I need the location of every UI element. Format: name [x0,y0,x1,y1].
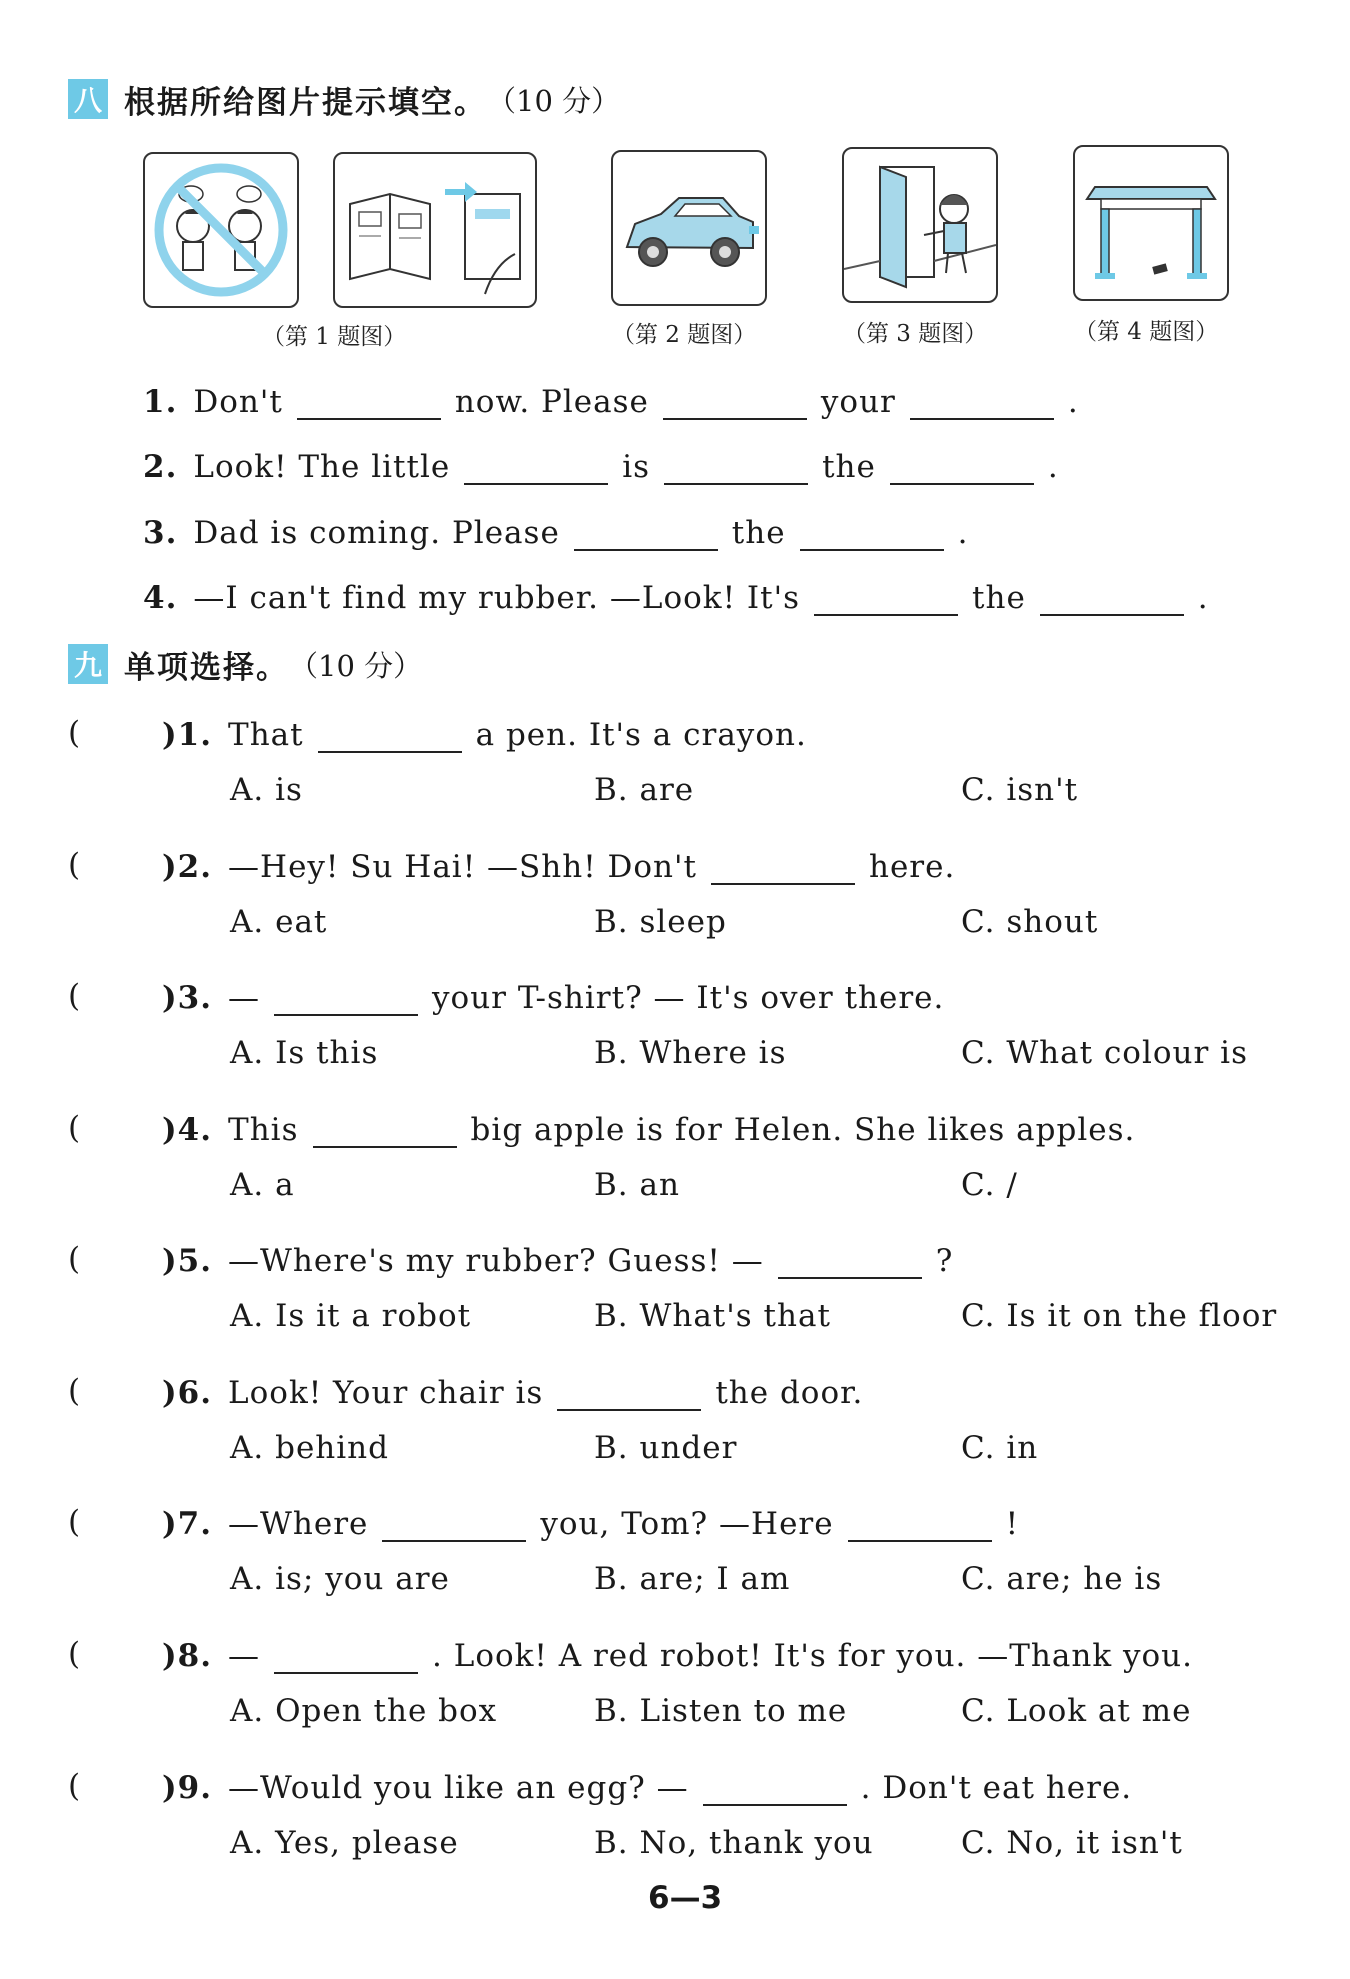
option-a[interactable]: A. Is it a robot [230,1298,472,1334]
answer-blank[interactable] [848,1510,992,1542]
answer-paren[interactable]: ( [68,1373,81,1409]
option-a[interactable]: A. behind [230,1430,389,1466]
option-a[interactable]: A. eat [230,904,328,940]
question-text: That [228,717,304,753]
picture-door [842,147,998,303]
answer-blank[interactable] [382,1510,526,1542]
answer-paren[interactable]: ( [68,1110,81,1146]
page-number: 6—3 [648,1880,723,1916]
answer-blank[interactable] [664,453,808,485]
answer-blank[interactable] [313,1116,457,1148]
section-9-title: 单项选择。 [124,649,289,686]
choice-question-9 [162,1762,1132,1806]
answer-blank[interactable] [318,721,462,753]
question-number: )5. [162,1243,213,1279]
option-a[interactable]: A. is; you are [230,1561,450,1597]
answer-blank[interactable] [557,1379,701,1411]
option-c[interactable]: C. What colour is [961,1035,1249,1071]
option-b[interactable]: B. sleep [594,904,727,940]
answer-blank[interactable] [297,388,441,420]
question-text: —Hey! Su Hai! —Shh! Don't [228,849,697,885]
fill-question-2: 2. Look! The little is the . [143,449,1059,485]
answer-blank[interactable] [814,584,958,616]
section-8-score: （10 分） [487,83,621,118]
answer-blank[interactable] [274,1642,418,1674]
choice-question-1 [162,709,807,753]
choice-question-6 [162,1367,863,1411]
option-c[interactable]: C. No, it isn't [961,1825,1183,1861]
question-text: you, Tom? —Here [540,1506,834,1542]
answer-paren[interactable]: ( [68,978,81,1014]
choice-question-8 [162,1630,1193,1674]
answer-paren[interactable]: ( [68,1504,81,1540]
choice-question-7 [162,1498,1019,1542]
question-number: )1. [162,717,213,753]
question-text: —Where's my rubber? Guess! — [228,1243,764,1279]
answer-blank[interactable] [574,519,718,551]
option-a[interactable]: A. Is this [230,1035,379,1071]
question-text: a pen. It's a crayon. [475,717,807,753]
question-text: your T-shirt? — It's over there. [432,980,945,1016]
section-9-header [68,641,422,687]
picture-car [611,150,767,306]
question-number: )4. [162,1112,213,1148]
caption-2: （第 2 题图） [612,322,757,348]
fill-question-4: 4. —I can't find my rubber. —Look! It's the . [143,580,1209,616]
question-text: — [228,1638,261,1674]
question-text: the door. [715,1375,864,1411]
question-number: )6. [162,1375,213,1411]
choice-question-2 [162,841,955,885]
option-b[interactable]: B. What's that [594,1298,831,1334]
question-number: )3. [162,980,213,1016]
question-text: — [228,980,261,1016]
caption-4: （第 4 题图） [1074,319,1219,345]
answer-paren[interactable]: ( [68,715,81,751]
option-b[interactable]: B. No, thank you [594,1825,874,1861]
option-c[interactable]: C. Look at me [961,1693,1192,1729]
answer-paren[interactable]: ( [68,1636,81,1672]
question-text: . Don't eat here. [860,1770,1133,1806]
question-text: —Where [228,1506,369,1542]
picture-no-talking [143,152,299,308]
option-b[interactable]: B. under [594,1430,738,1466]
choice-question-4 [162,1104,1135,1148]
option-b[interactable]: B. Listen to me [594,1693,848,1729]
answer-blank[interactable] [800,519,944,551]
question-text: —Would you like an egg? — [228,1770,689,1806]
fill-question-1: 1. Don't now. Please your . [143,384,1079,420]
question-number: )7. [162,1506,213,1542]
answer-blank[interactable] [1040,584,1184,616]
picture-desk [1073,145,1229,301]
option-c[interactable]: C. shout [961,904,1099,940]
option-b[interactable]: B. are; I am [594,1561,791,1597]
question-text: here. [868,849,956,885]
option-c[interactable]: C. / [961,1167,1018,1203]
option-c[interactable]: C. isn't [961,772,1079,808]
section-8-header [68,76,620,122]
option-c[interactable]: C. in [961,1430,1039,1466]
question-text: ? [935,1243,954,1279]
answer-blank[interactable] [711,853,855,885]
answer-paren[interactable]: ( [68,847,81,883]
section-8-title: 根据所给图片提示填空。 [124,84,487,121]
caption-3: （第 3 题图） [843,321,988,347]
answer-paren[interactable]: ( [68,1768,81,1804]
question-number: )9. [162,1770,213,1806]
option-b[interactable]: B. are [594,772,695,808]
fill-question-3: 3. Dad is coming. Please the . [143,515,969,551]
question-text: Look! Your chair is [228,1375,544,1411]
question-text: . Look! A red robot! It's for you. —Thank you. [432,1638,1193,1674]
question-text: big apple is for Helen. She likes apples. [470,1112,1136,1148]
option-a[interactable]: A. is [230,772,303,808]
answer-blank[interactable] [778,1247,922,1279]
answer-blank[interactable] [464,453,608,485]
section-9-score: （10 分） [289,648,423,683]
question-text: This [228,1112,299,1148]
answer-blank[interactable] [890,453,1034,485]
option-b[interactable]: B. Where is [594,1035,787,1071]
option-a[interactable]: A. Yes, please [230,1825,459,1861]
question-number: )8. [162,1638,213,1674]
answer-blank[interactable] [274,984,418,1016]
choice-question-5 [162,1235,953,1279]
option-a[interactable]: A. a [230,1167,295,1203]
picture-open-close-book [333,152,537,308]
question-text: ! [1005,1506,1020,1542]
option-c[interactable]: C. Is it on the floor [961,1298,1278,1334]
option-a[interactable]: A. Open the box [230,1693,498,1729]
answer-blank[interactable] [703,1774,847,1806]
choice-question-3 [162,972,944,1016]
answer-blank[interactable] [910,388,1054,420]
answer-paren[interactable]: ( [68,1241,81,1277]
caption-1: （第 1 题图） [262,324,407,350]
answer-blank[interactable] [663,388,807,420]
option-b[interactable]: B. an [594,1167,680,1203]
question-number: )2. [162,849,213,885]
option-c[interactable]: C. are; he is [961,1561,1163,1597]
section-8-badge: 八 [68,79,108,119]
section-9-badge: 九 [68,644,108,684]
